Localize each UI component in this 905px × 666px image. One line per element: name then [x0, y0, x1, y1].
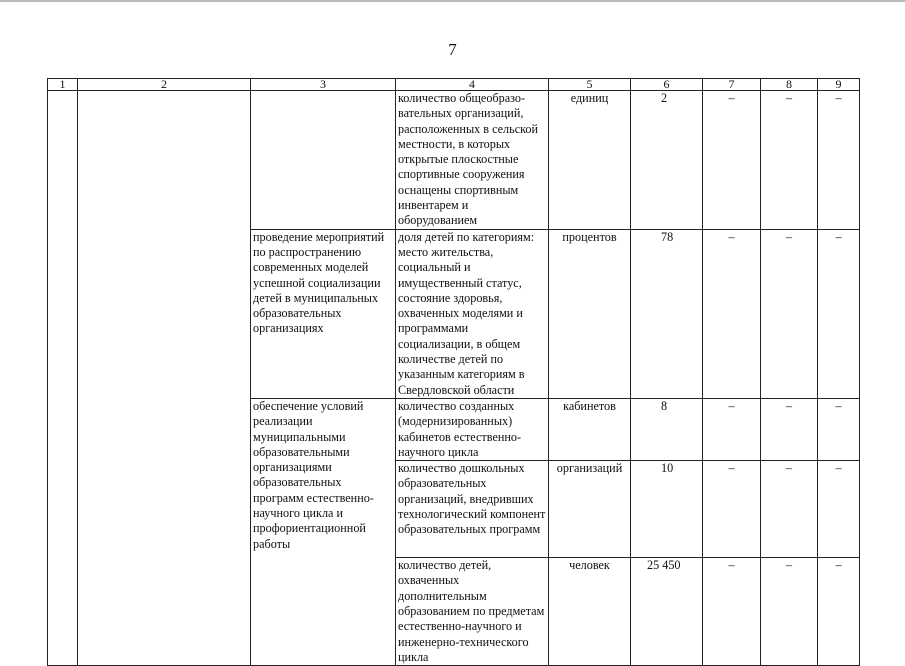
unit-cell: кабинетов — [549, 398, 631, 460]
unit-cell: человек — [549, 558, 631, 666]
value-cell: – — [703, 398, 761, 460]
header-row — [48, 79, 860, 91]
header-cell: 4 — [396, 79, 549, 91]
value-cell: – — [761, 229, 818, 398]
value-cell: – — [703, 558, 761, 666]
value-cell: – — [818, 91, 860, 230]
indicator-cell: количество дошкольных образовательных организаций, внедривших технологический компонент образовательных программ — [396, 461, 549, 558]
table-row — [48, 91, 860, 230]
indicator-cell: количество созданных (модернизированных) кабинетов естественно-научного цикла — [396, 398, 549, 460]
header-cell: 2 — [78, 79, 251, 91]
value-cell: 10 — [631, 461, 703, 558]
value-cell: – — [818, 229, 860, 398]
unit-cell: организаций — [549, 461, 631, 558]
indicators-table — [47, 78, 860, 666]
value-cell: – — [818, 461, 860, 558]
indicator-cell: количество общеобразо-вательных организаций, расположенных в сельской местности, в которых открытые плоскостные спортивные сооружения оснащены спортивным инвентарем и оборудованием — [396, 91, 549, 230]
unit-cell: единиц — [549, 91, 631, 230]
value-cell: – — [761, 461, 818, 558]
header-cell: 8 — [761, 79, 818, 91]
col2-cell — [78, 91, 251, 666]
value-cell: – — [818, 558, 860, 666]
activity-cell: обеспечение условий реализации муниципальными образовательными организациями образовательных программ естественно-научного цикла и профориентационной работы — [251, 398, 396, 665]
indicator-cell: доля детей по категориям: место жительства, социальный и имущественный статус, состояние здоровья, охваченных моделями и программами социализации, в общем количестве детей по указанным категориям в Свердловской области — [396, 229, 549, 398]
activity-cell: проведение мероприятий по распространению современных моделей успешной социализации детей в муниципальных образовательных организациях — [251, 229, 396, 398]
header-cell: 7 — [703, 79, 761, 91]
header-cell: 3 — [251, 79, 396, 91]
value-cell: – — [761, 558, 818, 666]
col1-cell — [48, 91, 78, 666]
scan-edge — [0, 0, 905, 2]
value-cell: – — [818, 398, 860, 460]
unit-cell: процентов — [549, 229, 631, 398]
page-number: 7 — [448, 40, 457, 59]
indicator-cell: количество детей, охваченных дополнительным образованием по предметам естественно-научного и инженерно-технического цикла — [396, 558, 549, 666]
value-cell: – — [703, 461, 761, 558]
value-cell: 25 450 — [631, 558, 703, 666]
header-cell: 5 — [549, 79, 631, 91]
activity-cell — [251, 91, 396, 230]
value-cell: – — [703, 229, 761, 398]
value-cell: 2 — [631, 91, 703, 230]
value-cell: 78 — [631, 229, 703, 398]
value-cell: 8 — [631, 398, 703, 460]
value-cell: – — [761, 398, 818, 460]
header-cell: 6 — [631, 79, 703, 91]
value-cell: – — [703, 91, 761, 230]
header-cell: 9 — [818, 79, 860, 91]
header-cell: 1 — [48, 79, 78, 91]
value-cell: – — [761, 91, 818, 230]
